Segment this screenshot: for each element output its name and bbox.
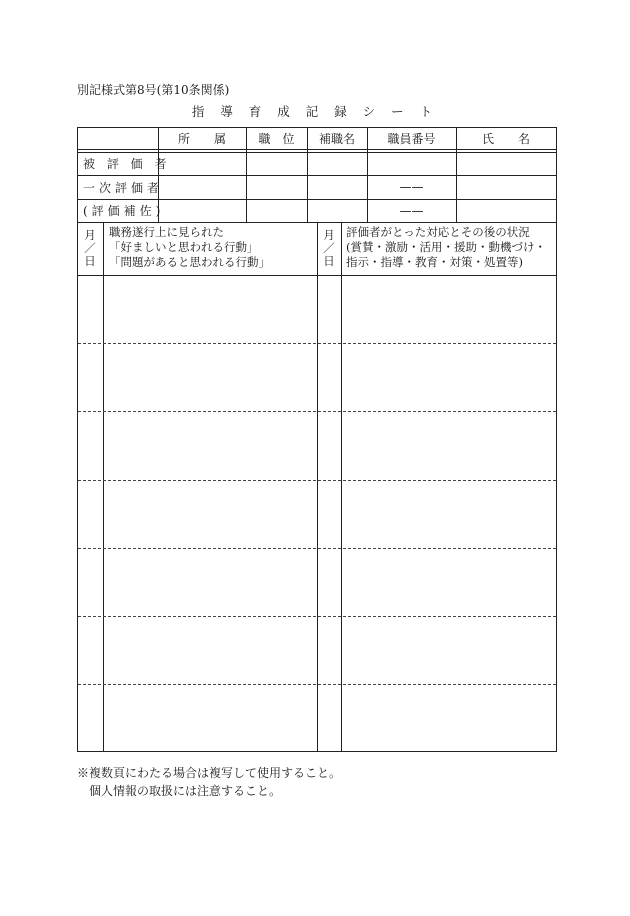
entry-divider [78, 548, 556, 549]
page-title: 指 導 育 成 記 録 シ ー ト [191, 104, 439, 119]
column-header-name: 氏 名 [481, 132, 530, 146]
column-header-post-title: 補職名 [318, 132, 355, 146]
employee-number-placeholder: —— [399, 203, 424, 218]
entry-divider [78, 616, 556, 617]
column-header-employee-number: 職員番号 [387, 132, 436, 146]
date-label-right: 月 ／ 日 [323, 228, 335, 268]
record-sheet-table [77, 127, 557, 752]
row-label-evaluatee: 被 評 価 者 [83, 157, 171, 171]
entry-divider [78, 343, 556, 344]
column-header-position: 職 位 [258, 132, 295, 146]
entry-divider [78, 684, 556, 685]
employee-number-placeholder: —— [399, 180, 424, 194]
row-label-evaluation-assistant: (評価補佐) [83, 204, 165, 218]
entry-divider [78, 411, 556, 412]
form-reference: 別記様式第8号(第10条関係) [77, 83, 230, 97]
date-label-left: 月 ／ 日 [84, 228, 96, 268]
column-header-department: 所 属 [177, 132, 226, 146]
note-copy-instruction: ※複数頁にわたる場合は複写して使用すること。 [77, 766, 342, 780]
response-column-header: 評価者がとった対応とその後の状況 (賞賛・激励・活用・援助・動機づけ・ 指示・指導・教育・対策・処置等) [346, 225, 546, 269]
behavior-column-header: 職務遂行上に見られた 「好ましいと思われる行動」 「問題があると思われる行動」 [109, 225, 270, 269]
entry-divider [78, 480, 556, 481]
row-label-primary-evaluator: 一次評価者 [83, 180, 164, 195]
note-privacy: 個人情報の取扱には注意すること。 [77, 784, 282, 798]
